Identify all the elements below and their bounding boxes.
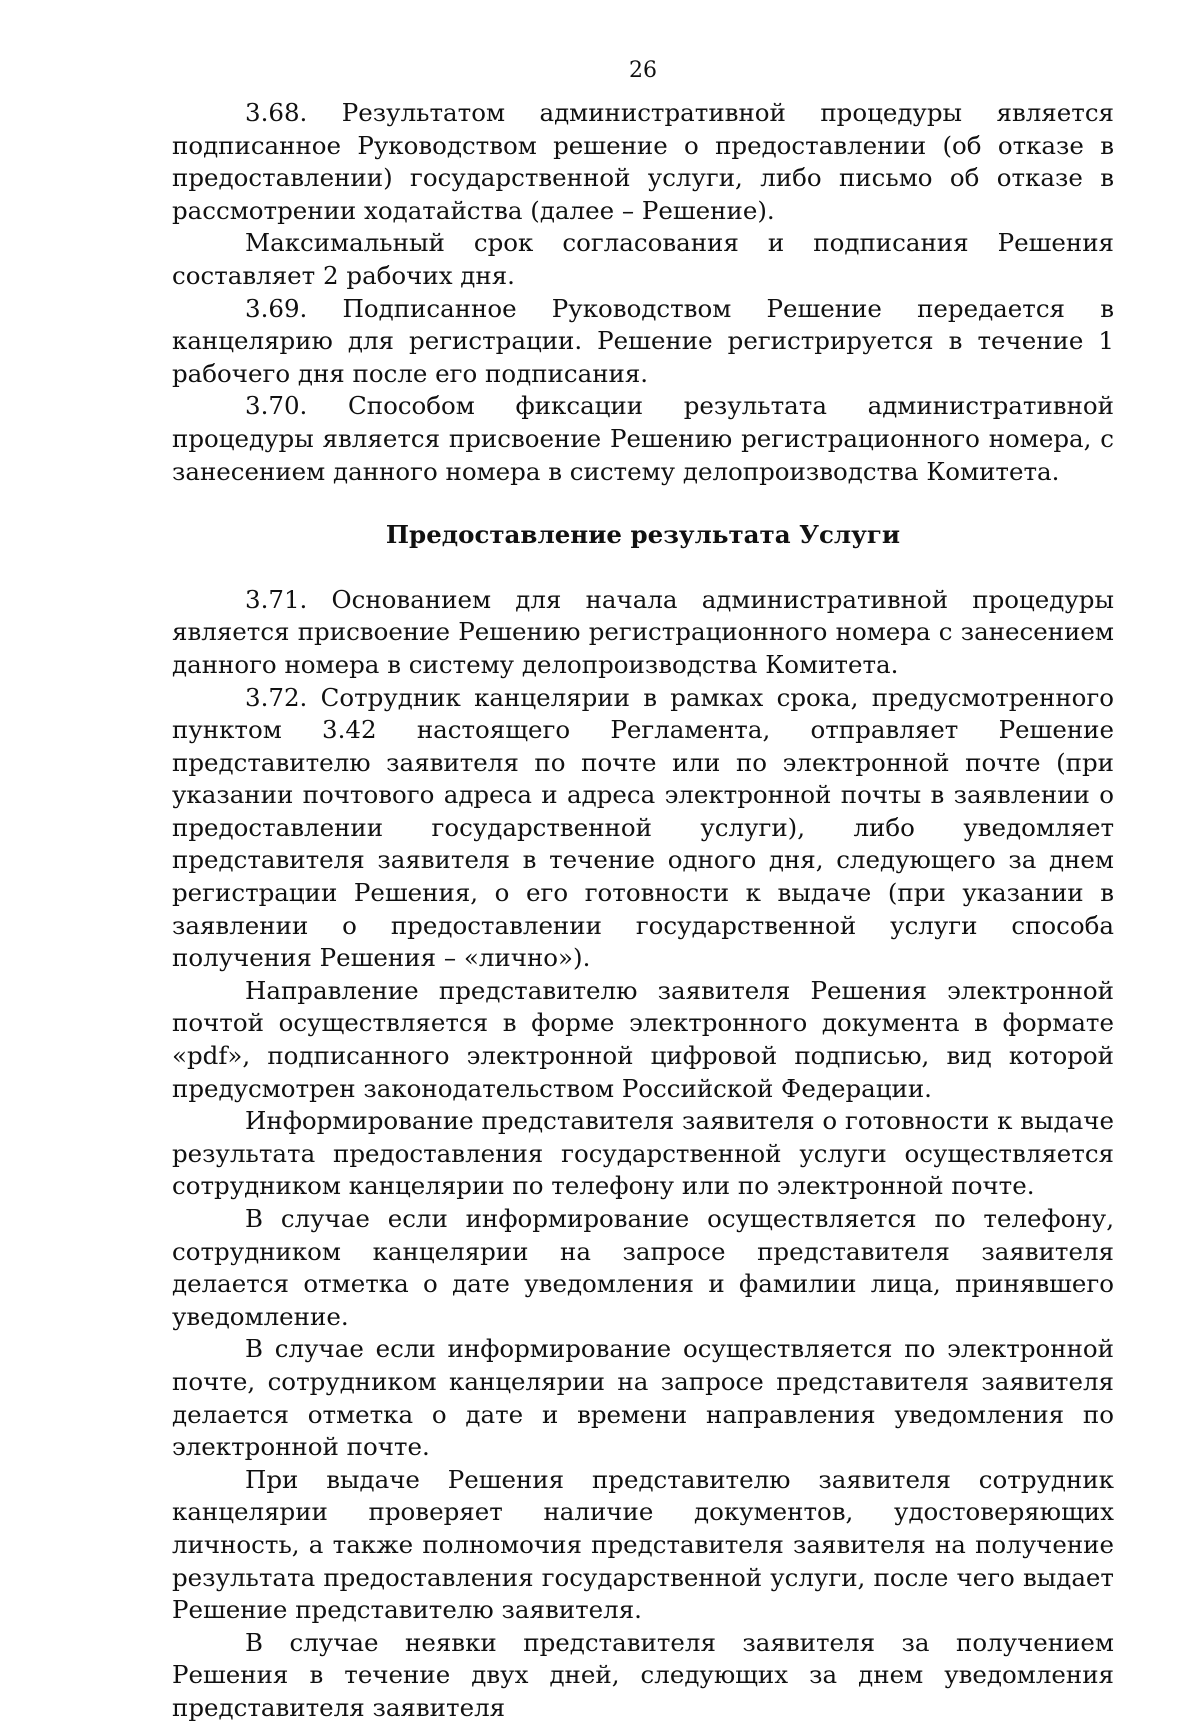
- paragraph-email-delivery: Направление представителю заявителя Решения электронной почтой осуществляется в форме электронного документа в формате «pdf», подписанного электронной цифровой подписью, вид которой предусмотрен законодательством Российской Федерации.: [172, 975, 1114, 1103]
- paragraph-no-show: В случае неявки представителя заявителя за получением Решения в течение двух дней, следующих за днем уведомления представителя заявителя: [172, 1627, 1114, 1722]
- paragraph-phone-informing: В случае если информирование осуществляется по телефону, сотрудником канцелярии на запросе представителя заявителя делается отметка о дате уведомления и фамилии лица, принявшего уведомление.: [172, 1204, 1114, 1331]
- section-heading: Предоставление результата Услуги: [385, 520, 901, 550]
- paragraph-3-68: 3.68. Результатом административной процедуры является подписанное Руководством решение о предоставлении (об отказе в предоставлении) государственной услуги, либо письмо об отказе в рассмотрении ходатайства (далее – Решение).: [172, 98, 1114, 225]
- paragraph-3-70: 3.70. Способом фиксации результата административной процедуры является присвоение Решению регистрационного номера, с занесением данного номера в систему делопроизводства Комитета.: [172, 391, 1114, 486]
- paragraph-informing: Информирование представителя заявителя о готовности к выдаче результата предоставления государственной услуги осуществляется сотрудником канцелярии по телефону или по электронной почте.: [172, 1106, 1114, 1201]
- paragraph-issuing: При выдаче Решения представителю заявителя сотрудник канцелярии проверяет наличие документов, удостоверяющих личность, а также полномочия представителя заявителя на получение результата предоставления государственной услуги, после чего выдает Решение представителю заявителя.: [172, 1464, 1114, 1625]
- paragraph-max-term: Максимальный срок согласования и подписания Решения составляет 2 рабочих дня.: [172, 228, 1114, 290]
- paragraph-3-72: 3.72. Сотрудник канцелярии в рамках срока, предусмотренного пунктом 3.42 настоящего Регламента, отправляет Решение представителю заявителя по почте или по электронной почте (при указании почтового адреса и адреса электронной почты в заявлении о предоставлении государственной услуги), либо уведомляет представителя заявителя в течение одного дня, следующего за днем регистрации Решения, о его готовности к выдаче (при указании в заявлении о предоставлении государственной услуги способа получения Решения – «лично»).: [172, 682, 1114, 973]
- paragraph-3-69: 3.69. Подписанное Руководством Решение передается в канцелярию для регистрации. Решение регистрируется в течение 1 рабочего дня после его подписания.: [172, 293, 1114, 388]
- paragraph-3-71: 3.71. Основанием для начала административной процедуры является присвоение Решению регистрационного номера с занесением данного номера в систему делопроизводства Комитета.: [172, 584, 1114, 679]
- page-number: 26: [629, 58, 657, 83]
- paragraph-email-informing: В случае если информирование осуществляется по электронной почте, сотрудником канцелярии на запросе представителя заявителя делается отметка о дате и времени направления уведомления по электронной почте.: [172, 1334, 1114, 1462]
